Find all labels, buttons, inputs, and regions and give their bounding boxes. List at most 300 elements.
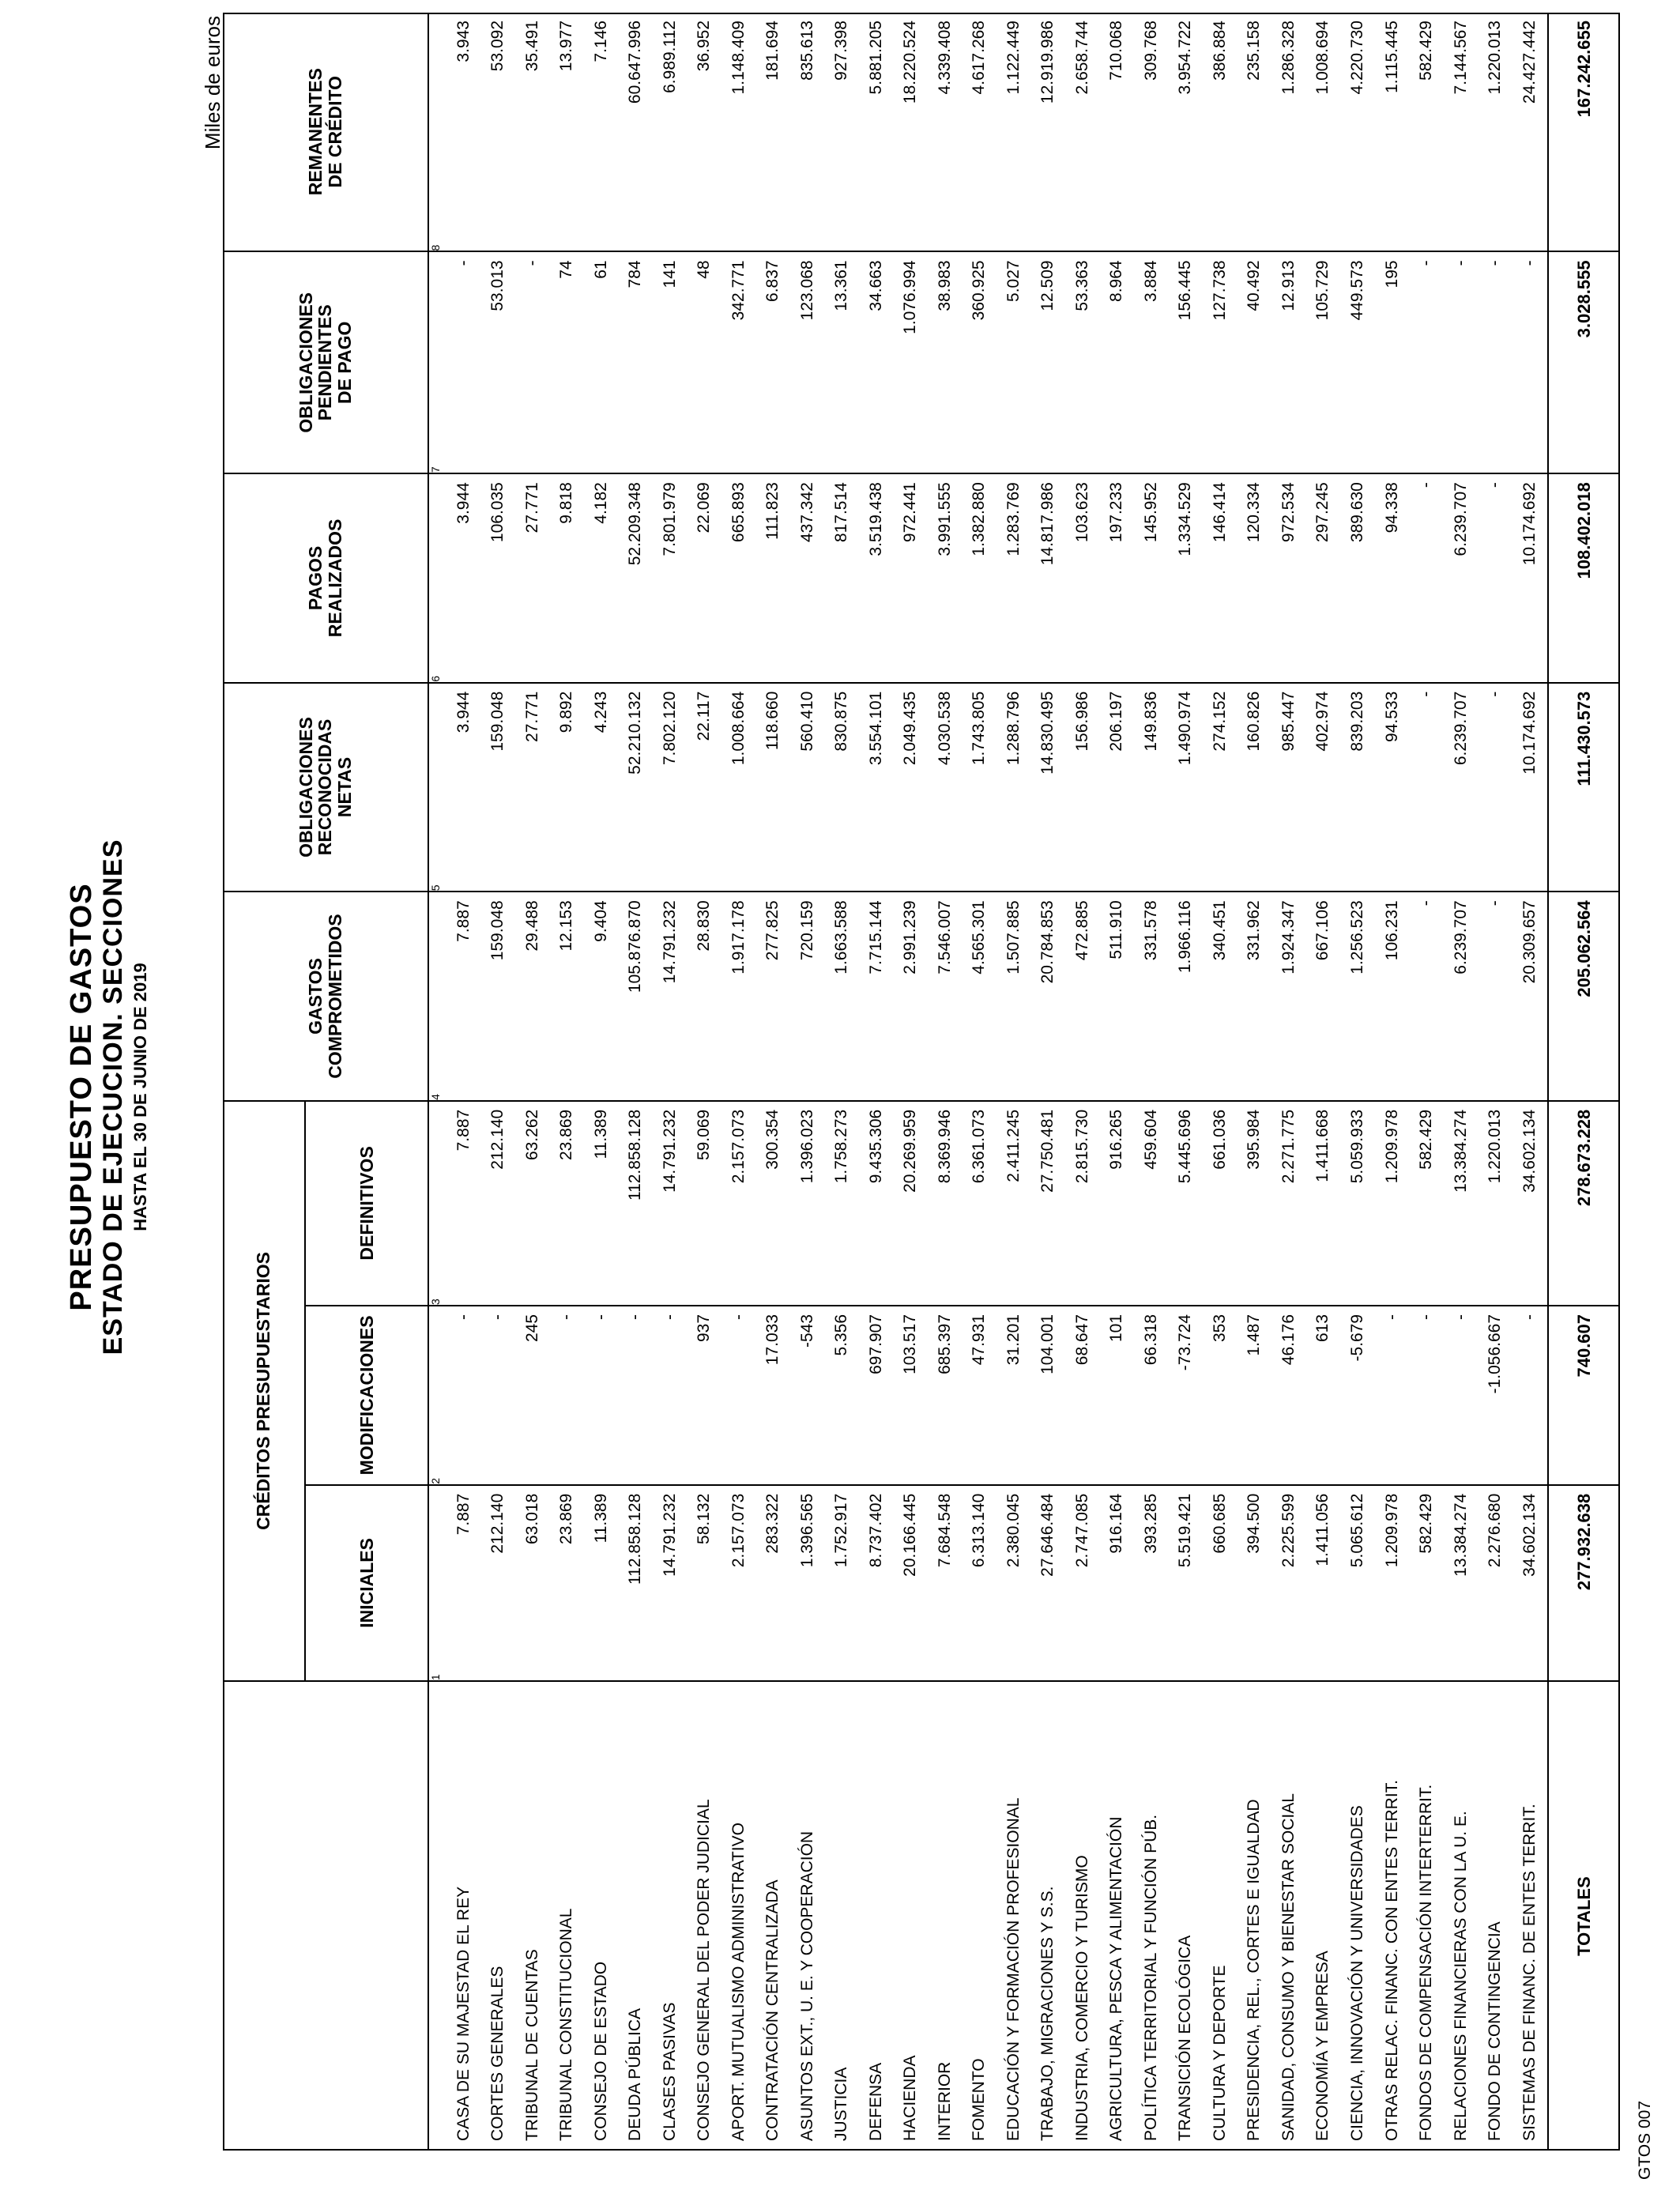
modificaciones-value: - bbox=[653, 1306, 687, 1485]
obligaciones-value: - bbox=[1478, 683, 1512, 892]
obligaciones-value: 4.243 bbox=[584, 683, 619, 892]
obligaciones-netas-header: OBLIGACIONES RECONOCIDAS NETAS bbox=[223, 683, 428, 892]
definitivos-value: 13.384.274 bbox=[1444, 1101, 1478, 1306]
comprometidos-value: 2.991.239 bbox=[894, 892, 929, 1101]
definitivos-value: 2.271.775 bbox=[1271, 1101, 1306, 1306]
definitivos-value: 661.036 bbox=[1203, 1101, 1237, 1306]
iniciales-value: 6.313.140 bbox=[962, 1485, 997, 1681]
iniciales-value: 8.737.402 bbox=[859, 1485, 894, 1681]
modificaciones-value: 1.487 bbox=[1237, 1306, 1272, 1485]
comprometidos-value: 472.885 bbox=[1065, 892, 1100, 1101]
definitivos-value: 1.396.023 bbox=[790, 1101, 825, 1306]
pendientes-value: 5.027 bbox=[996, 251, 1031, 473]
definitivos-value: 916.265 bbox=[1100, 1101, 1135, 1306]
comprometidos-value: 28.830 bbox=[687, 892, 721, 1101]
modificaciones-value: - bbox=[618, 1306, 653, 1485]
definitivos-value: 7.887 bbox=[446, 1101, 481, 1306]
section-name: CLASES PASIVAS bbox=[653, 1681, 687, 2151]
pendientes-value: 53.013 bbox=[480, 251, 515, 473]
modificaciones-value: -73.724 bbox=[1169, 1306, 1203, 1485]
remanentes-value: 181.694 bbox=[755, 13, 790, 251]
iniciales-value: 2.276.680 bbox=[1478, 1485, 1512, 1681]
iniciales-value: 112.858.128 bbox=[618, 1485, 653, 1681]
pendientes-value: 360.925 bbox=[962, 251, 997, 473]
table-row bbox=[1065, 13, 1100, 2151]
pendientes-value: 38.983 bbox=[928, 251, 962, 473]
table-row bbox=[721, 13, 756, 2151]
remanentes-value: 1.115.445 bbox=[1375, 13, 1410, 251]
pagos-value: 106.035 bbox=[480, 473, 515, 683]
pendientes-value: 12.913 bbox=[1271, 251, 1306, 473]
totals-pendientes: 3.028.555 bbox=[1548, 251, 1620, 473]
iniciales-header: INICIALES bbox=[305, 1485, 428, 1681]
iniciales-value: 13.384.274 bbox=[1444, 1485, 1478, 1681]
remanentes-value: 60.647.996 bbox=[618, 13, 653, 251]
iniciales-value: 5.519.421 bbox=[1169, 1485, 1203, 1681]
modificaciones-value: - bbox=[721, 1306, 756, 1485]
section-name: OTRAS RELAC. FINANC. CON ENTES TERRIT. bbox=[1375, 1681, 1410, 2151]
remanentes-value: 927.398 bbox=[825, 13, 860, 251]
units-label: Miles de euros bbox=[201, 16, 224, 150]
remanentes-value: 1.122.449 bbox=[996, 13, 1031, 251]
modificaciones-value: - bbox=[1375, 1306, 1410, 1485]
comprometidos-value: 4.565.301 bbox=[962, 892, 997, 1101]
obligaciones-value: 22.117 bbox=[687, 683, 721, 892]
pendientes-value: - bbox=[515, 251, 550, 473]
comprometidos-value: 1.924.347 bbox=[1271, 892, 1306, 1101]
section-name: TRABAJO, MIGRACIONES Y S.S. bbox=[1031, 1681, 1066, 2151]
table-row bbox=[928, 13, 962, 2151]
modificaciones-value: 697.907 bbox=[859, 1306, 894, 1485]
obligaciones-value: 6.239.707 bbox=[1444, 683, 1478, 892]
remanentes-value: 4.617.268 bbox=[962, 13, 997, 251]
definitivos-value: 1.411.668 bbox=[1306, 1101, 1341, 1306]
comprometidos-value: 1.966.116 bbox=[1169, 892, 1203, 1101]
section-name: CIENCIA, INNOVACIÓN Y UNIVERSIDADES bbox=[1340, 1681, 1375, 2151]
obligaciones-value: 94.533 bbox=[1375, 683, 1410, 892]
gastos-comprometidos-header: GASTOS COMPROMETIDOS bbox=[223, 892, 428, 1101]
pagos-value: 94.338 bbox=[1375, 473, 1410, 683]
remanentes-value: 35.491 bbox=[515, 13, 550, 251]
table-row bbox=[1444, 13, 1478, 2151]
definitivos-value: 11.389 bbox=[584, 1101, 619, 1306]
remanentes-value: 4.220.730 bbox=[1340, 13, 1375, 251]
definitivos-value: 20.269.959 bbox=[894, 1101, 929, 1306]
pagos-value: 197.233 bbox=[1100, 473, 1135, 683]
pendientes-value: - bbox=[1478, 251, 1512, 473]
obligaciones-value: 156.986 bbox=[1065, 683, 1100, 892]
totals-comprometidos: 205.062.564 bbox=[1548, 892, 1620, 1101]
table-row bbox=[790, 13, 825, 2151]
modificaciones-value: 937 bbox=[687, 1306, 721, 1485]
table-row bbox=[1375, 13, 1410, 2151]
pagos-realizados-header: PAGOS REALIZADOS bbox=[223, 473, 428, 683]
comprometidos-value: 1.663.588 bbox=[825, 892, 860, 1101]
section-name: CULTURA Y DEPORTE bbox=[1203, 1681, 1237, 2151]
remanentes-value: 18.220.524 bbox=[894, 13, 929, 251]
comprometidos-value: 6.239.707 bbox=[1444, 892, 1478, 1101]
table-row bbox=[480, 13, 515, 2151]
remanentes-value: 309.768 bbox=[1134, 13, 1169, 251]
table-row bbox=[1340, 13, 1375, 2151]
iniciales-value: 7.684.548 bbox=[928, 1485, 962, 1681]
modificaciones-value: 104.001 bbox=[1031, 1306, 1066, 1485]
iniciales-value: 2.225.599 bbox=[1271, 1485, 1306, 1681]
pagos-value: - bbox=[1478, 473, 1512, 683]
iniciales-value: 1.209.978 bbox=[1375, 1485, 1410, 1681]
column-number: 4 bbox=[428, 892, 446, 1101]
pagos-value: 145.952 bbox=[1134, 473, 1169, 683]
section-name: CASA DE SU MAJESTAD EL REY bbox=[446, 1681, 481, 2151]
pendientes-value: 784 bbox=[618, 251, 653, 473]
section-name: EDUCACIÓN Y FORMACIÓN PROFESIONAL bbox=[996, 1681, 1031, 2151]
pendientes-value: 40.492 bbox=[1237, 251, 1272, 473]
table-row bbox=[755, 13, 790, 2151]
section-header bbox=[223, 1681, 428, 2151]
definitivos-value: 5.059.933 bbox=[1340, 1101, 1375, 1306]
iniciales-value: 2.380.045 bbox=[996, 1485, 1031, 1681]
modificaciones-value: - bbox=[584, 1306, 619, 1485]
report-title: PRESUPUESTO DE GASTOS bbox=[65, 883, 98, 1311]
definitivos-value: 582.429 bbox=[1409, 1101, 1444, 1306]
definitivos-value: 23.869 bbox=[549, 1101, 584, 1306]
definitivos-value: 2.157.073 bbox=[721, 1101, 756, 1306]
section-name: AGRICULTURA, PESCA Y ALIMENTACIÓN bbox=[1100, 1681, 1135, 2151]
obligaciones-value: 985.447 bbox=[1271, 683, 1306, 892]
iniciales-value: 2.157.073 bbox=[721, 1485, 756, 1681]
pagos-value: 972.534 bbox=[1271, 473, 1306, 683]
creditos-group-header: CRÉDITOS PRESUPUESTARIOS bbox=[223, 1101, 305, 1681]
modificaciones-value: 101 bbox=[1100, 1306, 1135, 1485]
definitivos-value: 1.220.013 bbox=[1478, 1101, 1512, 1306]
section-name: CONSEJO DE ESTADO bbox=[584, 1681, 619, 2151]
pagos-value: 111.823 bbox=[755, 473, 790, 683]
remanentes-value: 3.954.722 bbox=[1169, 13, 1203, 251]
obligaciones-value: 3.944 bbox=[446, 683, 481, 892]
totals-pagos: 108.402.018 bbox=[1548, 473, 1620, 683]
remanentes-header: REMANENTES DE CRÉDITO bbox=[223, 13, 428, 251]
modificaciones-value: 17.033 bbox=[755, 1306, 790, 1485]
comprometidos-value: - bbox=[1409, 892, 1444, 1101]
pendientes-value: - bbox=[1512, 251, 1547, 473]
pendientes-value: 195 bbox=[1375, 251, 1410, 473]
comprometidos-value: 277.825 bbox=[755, 892, 790, 1101]
definitivos-value: 6.361.073 bbox=[962, 1101, 997, 1306]
pendientes-value: 13.361 bbox=[825, 251, 860, 473]
section-name: CORTES GENERALES bbox=[480, 1681, 515, 2151]
obligaciones-value: 274.152 bbox=[1203, 683, 1237, 892]
column-number: 2 bbox=[428, 1306, 446, 1485]
comprometidos-value: 9.404 bbox=[584, 892, 619, 1101]
table-row bbox=[618, 13, 653, 2151]
modificaciones-value: - bbox=[549, 1306, 584, 1485]
section-name: ASUNTOS EXT., U. E. Y COOPERACIÓN bbox=[790, 1681, 825, 2151]
pagos-value: 22.069 bbox=[687, 473, 721, 683]
comprometidos-value: 106.231 bbox=[1375, 892, 1410, 1101]
comprometidos-value: 1.917.178 bbox=[721, 892, 756, 1101]
pendientes-value: 34.663 bbox=[859, 251, 894, 473]
modificaciones-value: 31.201 bbox=[996, 1306, 1031, 1485]
comprometidos-value: 511.910 bbox=[1100, 892, 1135, 1101]
remanentes-value: 13.977 bbox=[549, 13, 584, 251]
obligaciones-value: 52.210.132 bbox=[618, 683, 653, 892]
table-row bbox=[1306, 13, 1341, 2151]
comprometidos-value: 105.876.870 bbox=[618, 892, 653, 1101]
section-name: INDUSTRIA, COMERCIO Y TURISMO bbox=[1065, 1681, 1100, 2151]
definitivos-value: 395.984 bbox=[1237, 1101, 1272, 1306]
table-row bbox=[1100, 13, 1135, 2151]
modificaciones-value: 66.318 bbox=[1134, 1306, 1169, 1485]
obligaciones-value: 1.008.664 bbox=[721, 683, 756, 892]
pendientes-value: 48 bbox=[687, 251, 721, 473]
obligaciones-value: 160.826 bbox=[1237, 683, 1272, 892]
obligaciones-value: 402.974 bbox=[1306, 683, 1341, 892]
pagos-value: 10.174.692 bbox=[1512, 473, 1547, 683]
modificaciones-value: 353 bbox=[1203, 1306, 1237, 1485]
table-row bbox=[1409, 13, 1444, 2151]
section-name: DEFENSA bbox=[859, 1681, 894, 2151]
pagos-value: 297.245 bbox=[1306, 473, 1341, 683]
pagos-value: - bbox=[1409, 473, 1444, 683]
modificaciones-value: 68.647 bbox=[1065, 1306, 1100, 1485]
table-row bbox=[1203, 13, 1237, 2151]
table-row bbox=[1237, 13, 1272, 2151]
definitivos-value: 59.069 bbox=[687, 1101, 721, 1306]
totals-label: TOTALES bbox=[1548, 1681, 1620, 2151]
table-row bbox=[515, 13, 550, 2151]
modificaciones-value: - bbox=[1444, 1306, 1478, 1485]
pendientes-value: 3.884 bbox=[1134, 251, 1169, 473]
pendientes-value: 74 bbox=[549, 251, 584, 473]
modificaciones-value: -5.679 bbox=[1340, 1306, 1375, 1485]
remanentes-value: 582.429 bbox=[1409, 13, 1444, 251]
column-number: 5 bbox=[428, 683, 446, 892]
definitivos-value: 300.354 bbox=[755, 1101, 790, 1306]
iniciales-value: 283.322 bbox=[755, 1485, 790, 1681]
pendientes-value: 12.509 bbox=[1031, 251, 1066, 473]
iniciales-value: 23.869 bbox=[549, 1485, 584, 1681]
modificaciones-value: 47.931 bbox=[962, 1306, 997, 1485]
pendientes-value: 141 bbox=[653, 251, 687, 473]
iniciales-value: 582.429 bbox=[1409, 1485, 1444, 1681]
definitivos-value: 34.602.134 bbox=[1512, 1101, 1547, 1306]
section-name: TRANSICIÓN ECOLÓGICA bbox=[1169, 1681, 1203, 2151]
pendientes-value: 342.771 bbox=[721, 251, 756, 473]
remanentes-value: 5.881.205 bbox=[859, 13, 894, 251]
obligaciones-value: 560.410 bbox=[790, 683, 825, 892]
section-name: FONDO DE CONTINGENCIA bbox=[1478, 1681, 1512, 2151]
iniciales-value: 393.285 bbox=[1134, 1485, 1169, 1681]
pagos-value: 1.283.769 bbox=[996, 473, 1031, 683]
comprometidos-value: 159.048 bbox=[480, 892, 515, 1101]
definitivos-value: 112.858.128 bbox=[618, 1101, 653, 1306]
obligaciones-value: 149.836 bbox=[1134, 683, 1169, 892]
comprometidos-value: 29.488 bbox=[515, 892, 550, 1101]
modificaciones-value: -1.056.667 bbox=[1478, 1306, 1512, 1485]
section-name: CONSEJO GENERAL DEL PODER JUDICIAL bbox=[687, 1681, 721, 2151]
pagos-value: 389.630 bbox=[1340, 473, 1375, 683]
iniciales-value: 14.791.232 bbox=[653, 1485, 687, 1681]
table-row bbox=[1271, 13, 1306, 2151]
obligaciones-value: 839.203 bbox=[1340, 683, 1375, 892]
pagos-value: 1.382.880 bbox=[962, 473, 997, 683]
iniciales-value: 27.646.484 bbox=[1031, 1485, 1066, 1681]
definitivos-value: 14.791.232 bbox=[653, 1101, 687, 1306]
table-row bbox=[996, 13, 1031, 2151]
obligaciones-value: 830.875 bbox=[825, 683, 860, 892]
modificaciones-value: - bbox=[1409, 1306, 1444, 1485]
pagos-value: 27.771 bbox=[515, 473, 550, 683]
table-row bbox=[687, 13, 721, 2151]
table-row bbox=[962, 13, 997, 2151]
totals-definitivos: 278.673.228 bbox=[1548, 1101, 1620, 1306]
pendientes-value: - bbox=[446, 251, 481, 473]
totals-iniciales: 277.932.638 bbox=[1548, 1485, 1620, 1681]
remanentes-value: 53.092 bbox=[480, 13, 515, 251]
table-row bbox=[1031, 13, 1066, 2151]
comprometidos-value: 20.784.853 bbox=[1031, 892, 1066, 1101]
obligaciones-value: 3.554.101 bbox=[859, 683, 894, 892]
table-row bbox=[859, 13, 894, 2151]
table-row bbox=[1134, 13, 1169, 2151]
section-name: FONDOS DE COMPENSACIÓN INTERTERRIT. bbox=[1409, 1681, 1444, 2151]
modificaciones-value: - bbox=[1512, 1306, 1547, 1485]
column-number: 8 bbox=[428, 13, 446, 251]
modificaciones-value: 613 bbox=[1306, 1306, 1341, 1485]
remanentes-value: 1.286.328 bbox=[1271, 13, 1306, 251]
totals-obligaciones: 111.430.573 bbox=[1548, 683, 1620, 892]
table-row bbox=[1512, 13, 1547, 2151]
modificaciones-header: MODIFICACIONES bbox=[305, 1306, 428, 1485]
remanentes-value: 7.146 bbox=[584, 13, 619, 251]
obligaciones-value: 10.174.692 bbox=[1512, 683, 1547, 892]
comprometidos-value: - bbox=[1478, 892, 1512, 1101]
pagos-value: 14.817.986 bbox=[1031, 473, 1066, 683]
pendientes-value: 123.068 bbox=[790, 251, 825, 473]
section-name: DEUDA PÚBLICA bbox=[618, 1681, 653, 2151]
iniciales-value: 20.166.445 bbox=[894, 1485, 929, 1681]
remanentes-value: 1.148.409 bbox=[721, 13, 756, 251]
table-row bbox=[549, 13, 584, 2151]
report-date-line: HASTA EL 30 DE JUNIO DE 2019 bbox=[130, 963, 150, 1231]
pendientes-value: 53.363 bbox=[1065, 251, 1100, 473]
document-code: GTOS 007 bbox=[1636, 2101, 1654, 2180]
modificaciones-value: 685.397 bbox=[928, 1306, 962, 1485]
comprometidos-value: 7.715.144 bbox=[859, 892, 894, 1101]
definitivos-value: 63.262 bbox=[515, 1101, 550, 1306]
iniciales-value: 7.887 bbox=[446, 1485, 481, 1681]
obligaciones-value: 1.490.974 bbox=[1169, 683, 1203, 892]
table-row bbox=[1169, 13, 1203, 2151]
modificaciones-value: 5.356 bbox=[825, 1306, 860, 1485]
iniciales-value: 1.411.056 bbox=[1306, 1485, 1341, 1681]
modificaciones-value: - bbox=[480, 1306, 515, 1485]
remanentes-value: 1.008.694 bbox=[1306, 13, 1341, 251]
iniciales-value: 11.389 bbox=[584, 1485, 619, 1681]
definitivos-value: 2.411.245 bbox=[996, 1101, 1031, 1306]
table-row bbox=[584, 13, 619, 2151]
totals-remanentes: 167.242.655 bbox=[1548, 13, 1620, 251]
remanentes-value: 1.220.013 bbox=[1478, 13, 1512, 251]
column-number: 7 bbox=[428, 251, 446, 473]
comprometidos-value: 1.507.885 bbox=[996, 892, 1031, 1101]
pendientes-value: 61 bbox=[584, 251, 619, 473]
comprometidos-value: 14.791.232 bbox=[653, 892, 687, 1101]
budget-execution-table bbox=[223, 13, 1620, 2151]
remanentes-value: 835.613 bbox=[790, 13, 825, 251]
modificaciones-value: - bbox=[446, 1306, 481, 1485]
section-name: HACIENDA bbox=[894, 1681, 929, 2151]
definitivos-value: 5.445.696 bbox=[1169, 1101, 1203, 1306]
section-name: ECONOMÍA Y EMPRESA bbox=[1306, 1681, 1341, 2151]
pagos-value: 120.334 bbox=[1237, 473, 1272, 683]
definitivos-value: 1.758.273 bbox=[825, 1101, 860, 1306]
table-row bbox=[653, 13, 687, 2151]
definitivos-value: 8.369.946 bbox=[928, 1101, 962, 1306]
iniciales-value: 34.602.134 bbox=[1512, 1485, 1547, 1681]
column-number: 3 bbox=[428, 1101, 446, 1306]
pendientes-value: - bbox=[1409, 251, 1444, 473]
column-number: 6 bbox=[428, 473, 446, 683]
section-name: SISTEMAS DE FINANC. DE ENTES TERRIT. bbox=[1512, 1681, 1547, 2151]
section-name: CONTRATACIÓN CENTRALIZADA bbox=[755, 1681, 790, 2151]
pagos-value: 9.818 bbox=[549, 473, 584, 683]
remanentes-value: 2.658.744 bbox=[1065, 13, 1100, 251]
pagos-value: 972.441 bbox=[894, 473, 929, 683]
section-name: FOMENTO bbox=[962, 1681, 997, 2151]
section-name: PRESIDENCIA, REL., CORTES E IGUALDAD bbox=[1237, 1681, 1272, 2151]
comprometidos-value: 331.578 bbox=[1134, 892, 1169, 1101]
pendientes-value: 127.738 bbox=[1203, 251, 1237, 473]
pagos-value: 3.944 bbox=[446, 473, 481, 683]
iniciales-value: 212.140 bbox=[480, 1485, 515, 1681]
remanentes-value: 710.068 bbox=[1100, 13, 1135, 251]
pagos-value: 3.991.555 bbox=[928, 473, 962, 683]
definitivos-value: 2.815.730 bbox=[1065, 1101, 1100, 1306]
section-name: POLÍTICA TERRITORIAL Y FUNCIÓN PÚB. bbox=[1134, 1681, 1169, 2151]
pendientes-value: - bbox=[1444, 251, 1478, 473]
modificaciones-value: 46.176 bbox=[1271, 1306, 1306, 1485]
pagos-value: 817.514 bbox=[825, 473, 860, 683]
obligaciones-value: 118.660 bbox=[755, 683, 790, 892]
iniciales-value: 1.752.917 bbox=[825, 1485, 860, 1681]
definitivos-value: 1.209.978 bbox=[1375, 1101, 1410, 1306]
remanentes-value: 12.919.986 bbox=[1031, 13, 1066, 251]
comprometidos-value: 20.309.657 bbox=[1512, 892, 1547, 1101]
iniciales-value: 5.065.612 bbox=[1340, 1485, 1375, 1681]
remanentes-value: 4.339.408 bbox=[928, 13, 962, 251]
pendientes-value: 8.964 bbox=[1100, 251, 1135, 473]
obligaciones-value: 2.049.435 bbox=[894, 683, 929, 892]
comprometidos-value: 7.887 bbox=[446, 892, 481, 1101]
remanentes-value: 36.952 bbox=[687, 13, 721, 251]
comprometidos-value: 720.159 bbox=[790, 892, 825, 1101]
section-name: RELACIONES FINANCIERAS CON LA U. E. bbox=[1444, 1681, 1478, 2151]
column-number-row bbox=[428, 13, 446, 2151]
remanentes-value: 235.158 bbox=[1237, 13, 1272, 251]
column-number: 1 bbox=[428, 1485, 446, 1681]
pendientes-value: 1.076.994 bbox=[894, 251, 929, 473]
obligaciones-value: 4.030.538 bbox=[928, 683, 962, 892]
iniciales-value: 916.164 bbox=[1100, 1485, 1135, 1681]
obligaciones-value: 206.197 bbox=[1100, 683, 1135, 892]
comprometidos-value: 7.546.007 bbox=[928, 892, 962, 1101]
modificaciones-value: -543 bbox=[790, 1306, 825, 1485]
table-row bbox=[825, 13, 860, 2151]
pagos-value: 437.342 bbox=[790, 473, 825, 683]
pagos-value: 665.893 bbox=[721, 473, 756, 683]
pagos-value: 52.209.348 bbox=[618, 473, 653, 683]
